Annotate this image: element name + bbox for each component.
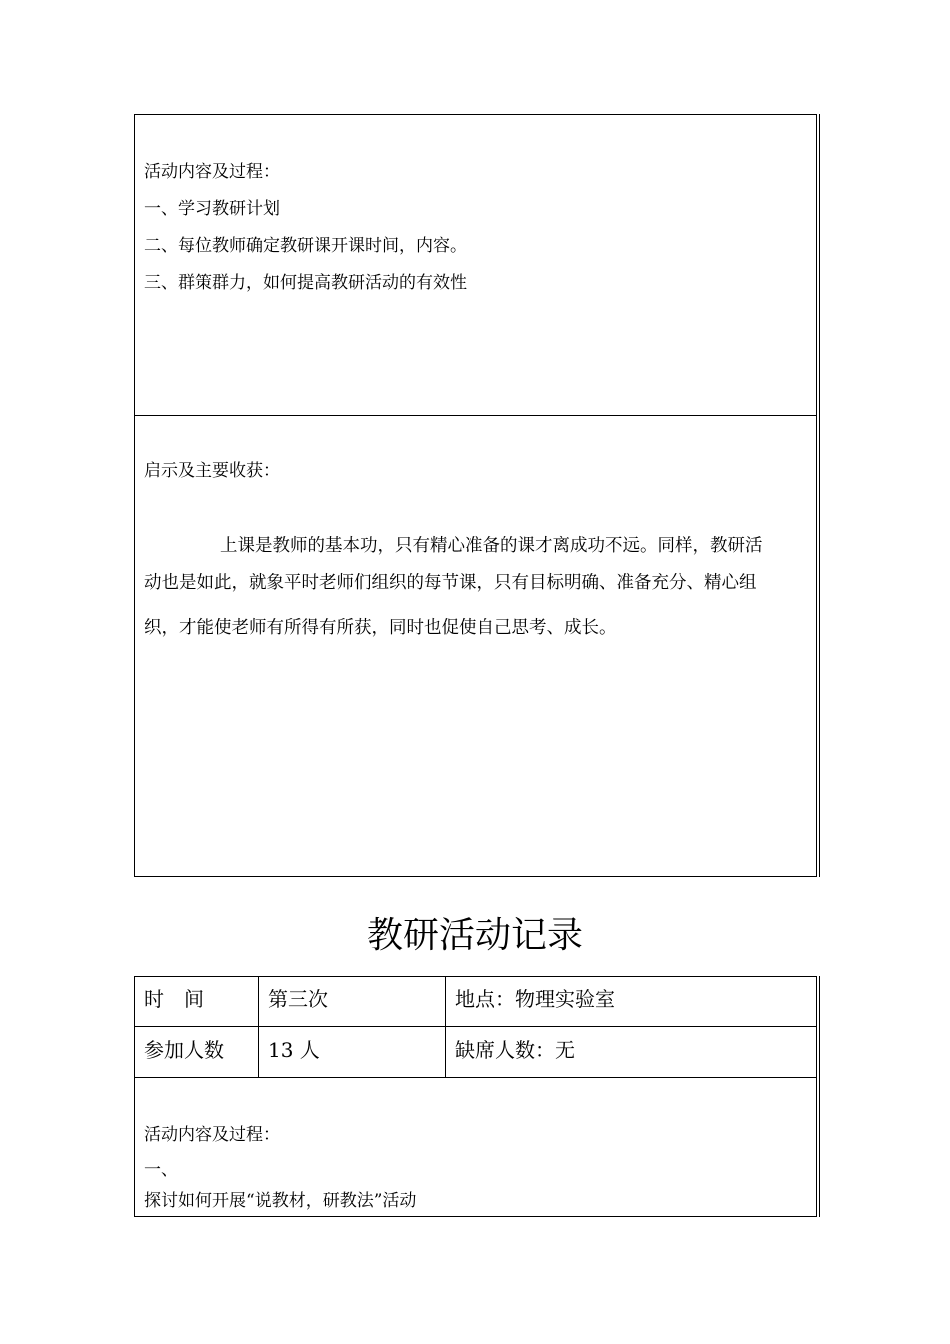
lower-record-table (134, 976, 817, 1217)
process-item: 三、群策群力，如何提高教研活动的有效性 (144, 273, 467, 293)
table-row-divider (134, 1077, 817, 1078)
gains-heading: 启示及主要收获： (144, 461, 280, 481)
process-item: 一、学习教研计划 (144, 199, 280, 219)
record-title: 教研活动记录 (366, 915, 583, 956)
process-heading: 活动内容及过程： (144, 1125, 280, 1145)
attendees-value: 13 人 (268, 1038, 320, 1062)
time-label: 时 间 (144, 987, 204, 1011)
upper-table-row-divider (134, 415, 817, 416)
process-item: 一、 (144, 1160, 178, 1180)
table-col-divider (258, 976, 259, 1078)
location-value: 地点：物理实验室 (455, 987, 615, 1011)
session-value: 第三次 (268, 987, 328, 1011)
upper-table-right-double-border (819, 114, 820, 877)
gains-paragraph-line: 动也是如此，就象平时老师们组织的每节课，只有目标明确、准备充分、精心组 (144, 573, 757, 593)
absentees-value: 缺席人数：无 (455, 1038, 575, 1062)
upper-record-table (134, 114, 817, 877)
table-row-divider (134, 1026, 817, 1027)
lower-table-right-double-border (819, 976, 820, 1217)
process-item: 探讨如何开展“说教材，研教法”活动 (144, 1191, 417, 1211)
gains-paragraph-line: 上课是教师的基本功，只有精心准备的课才离成功不远。同样，教研活 (220, 536, 763, 556)
process-heading: 活动内容及过程： (144, 162, 280, 182)
table-col-divider (445, 976, 446, 1078)
attendees-label: 参加人数 (144, 1038, 224, 1062)
gains-paragraph-line: 织，才能使老师有所得有所获，同时也促使自己思考、成长。 (144, 618, 617, 638)
process-item: 二、每位教师确定教研课开课时间，内容。 (144, 236, 467, 256)
